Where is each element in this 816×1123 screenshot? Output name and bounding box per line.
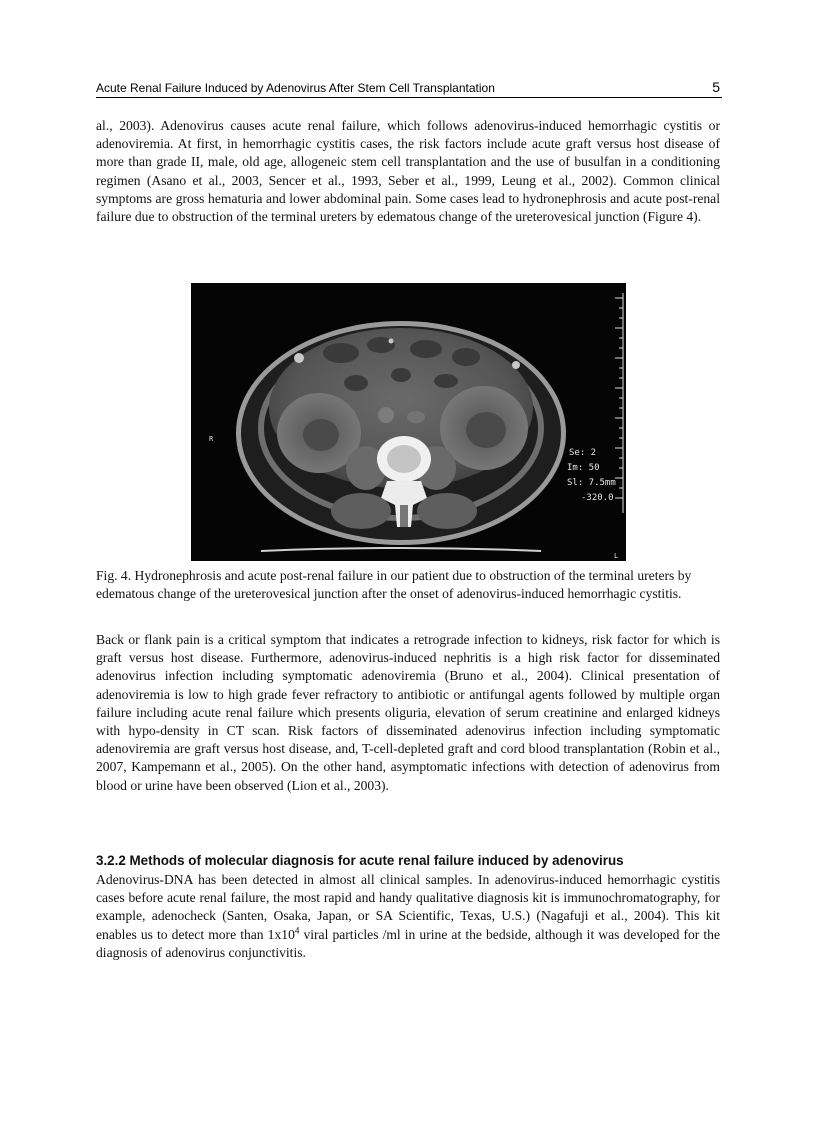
- aorta: [378, 407, 394, 423]
- overlay-slice: Sl: 7.5mm: [567, 478, 616, 488]
- ivc: [407, 411, 425, 423]
- overlay-image: Im: 50: [567, 463, 600, 473]
- paragraph-3-text-a: Adenovirus-DNA has been detected in almost all clinical samples. In adenovirus-induced hemorrhagic cystitis cases before acute renal failure, the most rapid and handy qualitative diagnosis kit is immunochromatography, for example, adenocheck (Santen, Osaka, Japan, or SA Scientific, Texas, U.S.) (Nagafuji et al., 2004). This kit enables us to detect more than 1x10: [96, 872, 720, 942]
- ct-scan-figure: [191, 283, 626, 561]
- overlay-value: -320.0: [581, 493, 614, 503]
- running-header: [96, 80, 722, 98]
- overlay-series: Se: 2: [569, 448, 597, 458]
- superscript-exponent: 4: [294, 925, 300, 936]
- section-heading: 3.2.2 Methods of molecular diagnosis for acute renal failure induced by adenovirus: [96, 853, 624, 868]
- ct-scan-image: [191, 283, 626, 561]
- overlay-orientation-side: R: [209, 435, 214, 443]
- back-muscle-left: [417, 493, 477, 529]
- page-number: 5: [712, 79, 720, 95]
- body-paragraph-3: [96, 871, 720, 962]
- running-title: Acute Renal Failure Induced by Adenovirus After Stem Cell Transplantation: [96, 81, 495, 95]
- overlay-orientation-l: L: [614, 552, 619, 560]
- left-renal-pelvis: [466, 412, 506, 448]
- figure-caption: Fig. 4. Hydronephrosis and acute post-renal failure in our patient due to obstruction of the terminal ureters by edematous change of the ureterovesical junction after the onset of adenovirus-induced hemorrhagic cystitis.: [96, 568, 692, 602]
- body-paragraph-1: al., 2003). Adenovirus causes acute renal failure, which follows adenovirus-induced hemorrhagic cystitis or adenoviremia. At first, in hemorrhagic cystitis cases, the risk factors include acute graft versus host disease of more than grade II, male, old age, allogeneic stem cell transplantation and the use of busulfan in a conditioning regimen (Asano et al., 2003, Sencer et al., 1993, Seber et al., 1999, Leung et al., 2002). Common clinical symptoms are gross hematuria and lower abdominal pain. Some cases lead to hydronephrosis and acute post-renal failure due to obstruction of the terminal ureters by edematous change of the ureterovesical junction (Figure 4).: [96, 118, 720, 225]
- body-paragraph-2: Back or flank pain is a critical symptom that indicates a retrograde infection to kidneys, risk factor for which is graft versus host disease. Furthermore, adenovirus-induced nephritis is a high risk factor for disseminated adenovirus infection including symptomatic adenoviremia (Bruno et al., 2004). Clinical presentation of adenoviremia is low to high grade fever refractory to antibiotic or antifungal agents followed by multiple organ failure including acute renal failure which presents oliguria, elevation of serum creatinine and enlarged kidneys with hypo-density in CT scan. Risk factors of disseminated adenovirus infection including symptomatic adenoviremia are graft versus host disease, and, T-cell-depleted graft and cord blood transplantation (Robin et al., 2007, Kampemann et al., 2005). On the other hand, asymptomatic infections with detection of adenovirus from blood or urine have been observed (Lion et al., 2003).: [96, 632, 720, 793]
- paragraph-3-text-b: viral particles /ml in urine at the bedside, although it was developed for the diagnosis of adenovirus conjunctivitis.: [96, 926, 720, 960]
- back-muscle-right: [331, 493, 391, 529]
- right-renal-pelvis: [303, 419, 339, 451]
